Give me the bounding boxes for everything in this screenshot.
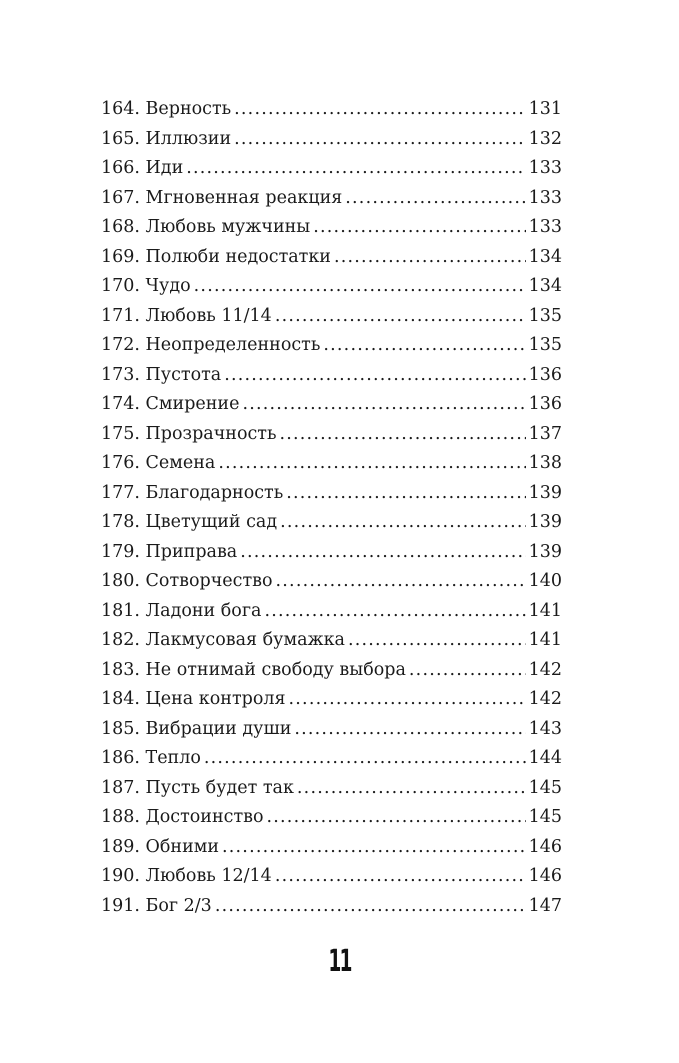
dot-leader (275, 862, 526, 892)
dot-leader (280, 508, 525, 538)
dot-leader (234, 125, 525, 155)
toc-entry-title: 191. Бог 2/3 (101, 895, 212, 916)
toc-entry-title: 178. Цветущий сад (101, 512, 278, 532)
toc-entry-title: 189. Обними (101, 836, 220, 857)
toc-entry-page: 145 (528, 807, 562, 827)
toc-entry-title: 165. Иллюзии (101, 128, 232, 149)
dot-leader (204, 744, 526, 774)
toc-entry[interactable] (101, 449, 562, 479)
toc-entry-title: 164. Верность (101, 99, 232, 119)
dot-leader (297, 774, 526, 804)
page-number: 11 (328, 944, 351, 979)
toc-entry-title: 177. Благодарность (101, 482, 284, 503)
toc-entry-title: 169. Полюби недостатки (101, 246, 331, 267)
toc-entry[interactable] (101, 685, 562, 715)
toc-entry-title: 186. Тепло (101, 748, 201, 768)
toc-entry[interactable] (101, 184, 562, 214)
toc-entry[interactable] (101, 361, 562, 391)
toc-entry[interactable] (101, 803, 562, 833)
toc-entry[interactable] (101, 626, 562, 656)
dot-leader (222, 833, 526, 863)
toc-entry-page: 134 (528, 276, 562, 296)
toc-entry-page: 147 (528, 895, 562, 916)
toc-entry-title: 174. Смирение (101, 394, 240, 414)
toc-entry-page: 135 (528, 335, 562, 355)
dot-leader (224, 361, 525, 391)
toc-entry-title: 182. Лакмусовая бумажка (101, 630, 345, 650)
toc-entry-page: 141 (528, 600, 562, 621)
toc-entry-title: 170. Чудо (101, 276, 191, 296)
toc-entry[interactable] (101, 420, 562, 450)
toc-entry[interactable] (101, 597, 562, 627)
toc-entry-page: 140 (528, 571, 562, 591)
toc-entry-page: 134 (528, 246, 562, 267)
toc-entry-page: 142 (528, 689, 562, 709)
toc-entry-page: 131 (528, 99, 562, 119)
toc-entry[interactable] (101, 656, 562, 686)
dot-leader (276, 567, 526, 597)
toc-entry[interactable] (101, 479, 562, 509)
toc-entry-title: 187. Пусть будет так (101, 777, 294, 798)
toc-entry-title: 190. Любовь 12/14 (101, 866, 272, 886)
dot-leader (313, 213, 525, 243)
toc-entry-title: 172. Неопределенность (101, 335, 321, 355)
dot-leader (323, 331, 525, 361)
toc-entry[interactable] (101, 390, 562, 420)
toc-entry-page: 139 (528, 482, 562, 503)
dot-leader (234, 95, 525, 125)
toc-entry-title: 167. Мгновенная реакция (101, 187, 343, 208)
dot-leader (194, 272, 526, 302)
toc-entry[interactable] (101, 892, 562, 922)
dot-leader (294, 715, 525, 745)
dot-leader (345, 184, 525, 214)
toc-entry-title: 176. Семена (101, 453, 216, 473)
toc-entry[interactable] (101, 538, 562, 568)
dot-leader (409, 656, 526, 686)
toc-entry-page: 145 (528, 777, 562, 798)
dot-leader (186, 154, 525, 184)
dot-leader (289, 685, 526, 715)
toc-entry[interactable] (101, 125, 562, 155)
toc-entry-title: 183. Не отнимай свободу выбора (101, 659, 406, 680)
toc-entry-title: 168. Любовь мужчины (101, 217, 311, 237)
toc-entry-page: 137 (528, 423, 562, 444)
toc-entry-title: 188. Достоинство (101, 807, 264, 827)
toc-entry-page: 144 (528, 748, 562, 768)
table-of-contents (101, 95, 562, 921)
toc-entry-page: 133 (528, 187, 562, 208)
toc-entry[interactable] (101, 302, 562, 332)
toc-entry[interactable] (101, 508, 562, 538)
toc-entry-page: 136 (528, 394, 562, 414)
dot-leader (240, 538, 525, 568)
toc-entry-page: 139 (528, 541, 562, 562)
dot-leader (334, 243, 526, 273)
toc-entry-title: 181. Ладони бога (101, 600, 262, 621)
dot-leader (242, 390, 525, 420)
dot-leader (348, 626, 526, 656)
toc-entry-title: 175. Прозрачность (101, 423, 277, 444)
toc-entry-title: 179. Приправа (101, 541, 238, 562)
toc-entry-page: 143 (528, 718, 562, 739)
toc-entry-title: 166. Иди (101, 158, 184, 178)
toc-entry-title: 173. Пустота (101, 364, 222, 385)
dot-leader (280, 420, 526, 450)
toc-entry[interactable] (101, 567, 562, 597)
toc-entry[interactable] (101, 331, 562, 361)
toc-entry[interactable] (101, 833, 562, 863)
toc-entry-title: 185. Вибрации души (101, 718, 292, 739)
dot-leader (264, 597, 525, 627)
toc-entry[interactable] (101, 862, 562, 892)
toc-entry-title: 171. Любовь 11/14 (101, 305, 272, 326)
toc-entry-page: 146 (528, 866, 562, 886)
toc-entry-page: 135 (528, 305, 562, 326)
toc-entry[interactable] (101, 272, 562, 302)
dot-leader (286, 479, 525, 509)
toc-entry[interactable] (101, 154, 562, 184)
toc-entry-page: 146 (528, 836, 562, 857)
dot-leader (218, 449, 525, 479)
toc-entry[interactable] (101, 715, 562, 745)
toc-entry-title: 184. Цена контроля (101, 689, 286, 709)
toc-entry-title: 180. Сотворчество (101, 571, 273, 591)
toc-entry-page: 136 (528, 364, 562, 385)
toc-entry-page: 133 (528, 217, 562, 237)
toc-entry-page: 142 (528, 659, 562, 680)
toc-entry[interactable] (101, 243, 562, 273)
toc-entry[interactable] (101, 213, 562, 243)
toc-entry-page: 139 (528, 512, 562, 532)
toc-entry-page: 132 (528, 128, 562, 149)
toc-entry[interactable] (101, 95, 562, 125)
toc-entry-page: 141 (528, 630, 562, 650)
dot-leader (215, 892, 526, 922)
toc-entry-page: 133 (528, 158, 562, 178)
toc-entry[interactable] (101, 744, 562, 774)
toc-entry-page: 138 (528, 453, 562, 473)
toc-entry[interactable] (101, 774, 562, 804)
dot-leader (267, 803, 526, 833)
dot-leader (275, 302, 526, 332)
